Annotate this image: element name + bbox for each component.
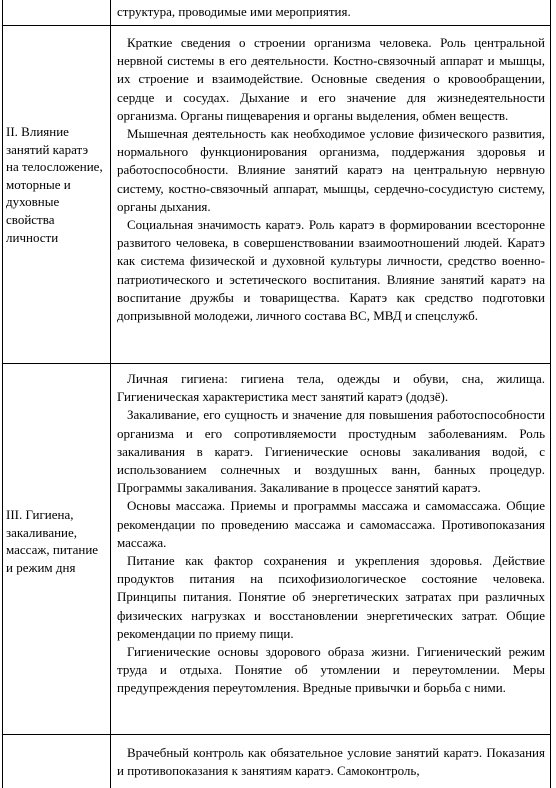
paragraph: Гигиенические основы здорового образа жизни. Гигиенический режим труда и отдыха. Понятие об утомлении и переутомлении. Меры предупреждения переутомления. Вредные привычки и борьба с ними. <box>117 644 545 696</box>
row-divider <box>2 734 551 735</box>
table-column-divider <box>110 0 111 788</box>
section-title: III. Гигиена, закаливание, массаж, питание и режим дня <box>6 507 99 575</box>
paragraph: Социальная значимость каратэ. Роль каратэ в формировании всесторонне развитого человека, в совершенствовании взаимоотношений людей. Каратэ как система физической и духовной культуры личности, средство военно-патриотического и эстетического воспитания. Влияние занятий каратэ на воспитание дружбы и товарищества. Каратэ как средство подготовки допризывной молодежи, личного состава ВС, МВД и спецслужб. <box>117 217 545 324</box>
paragraph: структура, проводимые ими мероприятия. <box>117 4 351 19</box>
row-divider <box>2 363 551 364</box>
table-border-right <box>550 0 551 788</box>
section-title: II. Влияние занятий каратэ на телосложение, моторные и духовные свойства личности <box>6 124 103 245</box>
table-row-4-content <box>117 744 545 780</box>
row-divider <box>2 25 551 26</box>
table-row-2-content <box>117 34 545 325</box>
table-border-left <box>2 0 3 788</box>
paragraph: Краткие сведения о строении организма человека. Роль центральной нервной системы в его деятельности. Костно-связочный аппарат и мышцы, их строение и взаимодействие. Основные сведения о кровообращении, сердце и сосудах. Дыхание и его значение для жизнедеятельности организма. Органы пищеварения и органы выделения, обмен веществ. <box>117 35 545 123</box>
paragraph: Личная гигиена: гигиена тела, одежды и обуви, сна, жилища. Гигиеническая характеристика мест занятий каратэ (додзё). <box>117 371 545 405</box>
paragraph: Питание как фактор сохранения и укрепления здоровья. Действие продуктов питания на психофизиологическое состояние человека. Принципы питания. Понятие об энергетических затратах при различных физических нагрузках и восстановлении энергетических затрат. Общие рекомендации по приему пищи. <box>117 553 545 641</box>
table-row-1-content <box>117 3 545 21</box>
paragraph: Врачебный контроль как обязательное условие занятий каратэ. Показания и противопоказания к занятиям каратэ. Самоконтроль, <box>117 745 545 779</box>
paragraph: Мышечная деятельность как необходимое условие физического развития, нормального функционирования организма, поддержания здоровья и работоспособности. Влияние занятий каратэ на центральную нервную систему, костно-связочный аппарат, мышцы, сердечно-сосудистую систему, органы дыхания. <box>117 126 545 214</box>
paragraph: Основы массажа. Приемы и программы массажа и самомассажа. Общие рекомендации по проведению массажа и самомассажа. Противопоказания массажа. <box>117 498 545 550</box>
paragraph: Закаливание, его сущность и значение для повышения работоспособности организма и его сопротивляемости простудным заболеваниям. Роль закаливания в каратэ. Гигиенические основы закаливания водой, с использованием солнечных и воздушных ванн, банных процедур. Программы закаливания. Закаливание в процессе занятий каратэ. <box>117 407 545 496</box>
table-row-3-content <box>117 370 545 698</box>
